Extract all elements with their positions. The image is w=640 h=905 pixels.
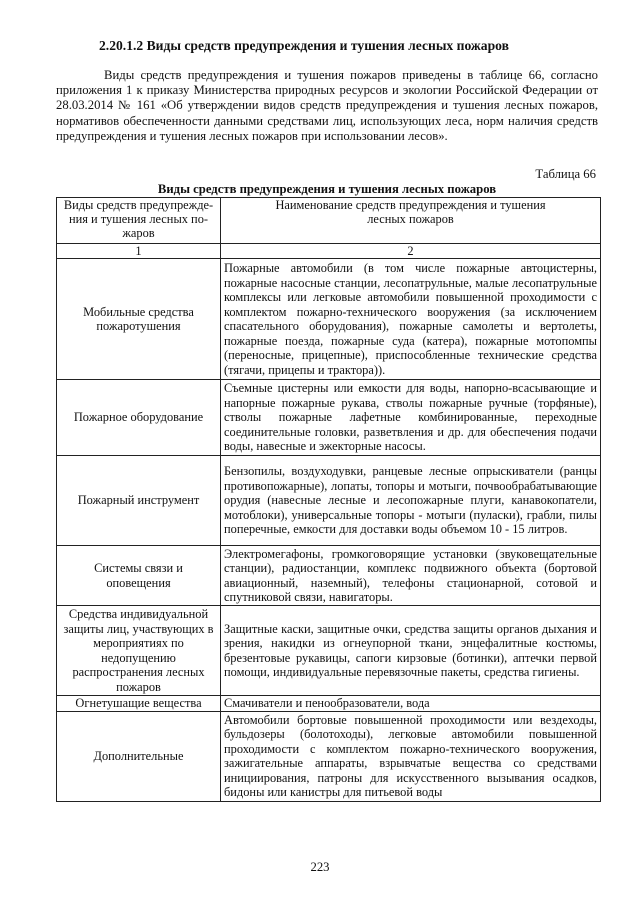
- row-type-cell: Системы связи и оповещения: [57, 546, 221, 606]
- row-type-cell: Мобильные средства пожаротушения: [57, 259, 221, 380]
- column-number-1: 1: [57, 244, 221, 259]
- table-row: [57, 546, 601, 606]
- row-items-cell: Бензопилы, воздуходувки, ранцевые лесные опрыскиватели (ранцы противопожарные), лопаты, топоры и мотыги, почвообрабатывающие орудия (навесные лесные и лесопожарные плуги, канавокопатели, мотоблоки), универсальные топоры - мотыги (пуласки), грабли, пилы поперечные, емкости для доставки воды объемом 10 - 15 литров.: [221, 456, 601, 546]
- row-items-cell: Пожарные автомобили (в том числе пожарные автоцистерны, пожарные насосные станции, лесопатрульные, малые лесопатрульные комплексы или легковые автомобили повышенной проходимости с комплектом пожарно-технического вооружения (за исключением спасательного оборудования), пожарные самолеты и вертолеты, пожарные поезда, пожарные суда (катера), пожарные мотопомпы (переносные, прицепные), приспособленные технические средства (тягачи, прицепы и трактора)).: [221, 259, 601, 380]
- table-header-row: [57, 198, 601, 244]
- row-items-cell: Защитные каски, защитные очки, средства защиты органов дыхания и зрения, накидки из огнеупорной ткани, энцефалитные костюмы, брезентовые рукавицы, сапоги кирзовые (ботинки), аптечки первой помощи, индивидуальные перевязочные пакеты, средства гигиены.: [221, 606, 601, 696]
- row-items-cell: Съемные цистерны или емкости для воды, напорно-всасывающие и напорные пожарные рукава, стволы пожарные ручные (торфяные), стволы пожарные лафетные комбинированные, переходные соединительные головки, разветвления и др. для обеспечения подачи воды, навесные и эжекторные насосы.: [221, 380, 601, 456]
- row-type-cell: Дополнительные: [57, 711, 221, 801]
- intro-paragraph: Виды средств предупреждения и тушения пожаров приведены в таблице 66, согласно приложения 1 к приказу Министерства природных ресурсов и экологии Российской Федерации от 28.03.2014 № 161 «Об утверждении видов средств предупреждения и тушения лесных пожаров, нормативов обеспеченности данными средствами лиц, использующих леса, норм наличия средств предупреждения и тушения лесных пожаров при использовании лесов».: [56, 68, 598, 143]
- row-type-cell: Пожарный инструмент: [57, 456, 221, 546]
- column-number-row: [57, 244, 601, 259]
- table-caption: Виды средств предупреждения и тушения лесных пожаров: [157, 182, 497, 196]
- section-heading: 2.20.1.2 Виды средств предупреждения и тушения лесных пожаров: [99, 38, 509, 53]
- table-number-label: Таблица 66: [535, 167, 596, 181]
- table-row: [57, 259, 601, 380]
- table-row: [57, 606, 601, 696]
- row-items-cell: Смачиватели и пенообразователи, вода: [221, 696, 601, 712]
- header-cell-items: Наименование средств предупреждения и тушения лесных пожаров: [221, 198, 601, 244]
- column-number-2: 2: [221, 244, 601, 259]
- row-items-cell: Автомобили бортовые повышенной проходимости или вездеходы, бульдозеры (болотоходы), легковые автомобили повышенной проходимости с комплектом пожарно-технического вооружения, зажигательные аппараты, взрывчатые вещества со средствами инициирования, патроны для искусственного вызывания осадков, бидоны или канистры для питьевой воды: [221, 711, 601, 801]
- row-type-cell: Огнетушащие вещества: [57, 696, 221, 712]
- row-type-cell: Средства индивидуальной защиты лиц, участвующих в мероприятиях по недопущению распространения лесных пожаров: [57, 606, 221, 696]
- table-row: [57, 696, 601, 712]
- means-table: [56, 197, 601, 802]
- row-type-cell: Пожарное оборудование: [57, 380, 221, 456]
- page-number: 223: [310, 860, 330, 874]
- table-row: [57, 711, 601, 801]
- table-row: [57, 456, 601, 546]
- row-items-cell: Электромегафоны, громкоговорящие установки (звуковещательные станции), радиостанции, комплекс подвижного объекта (бортовой авиационный, наземный), телефоны стационарной, сотовой и спутниковой связи, навигаторы.: [221, 546, 601, 606]
- header-cell-type: Виды средств предупрежде-ния и тушения лесных по-жаров: [57, 198, 221, 244]
- table-row: [57, 380, 601, 456]
